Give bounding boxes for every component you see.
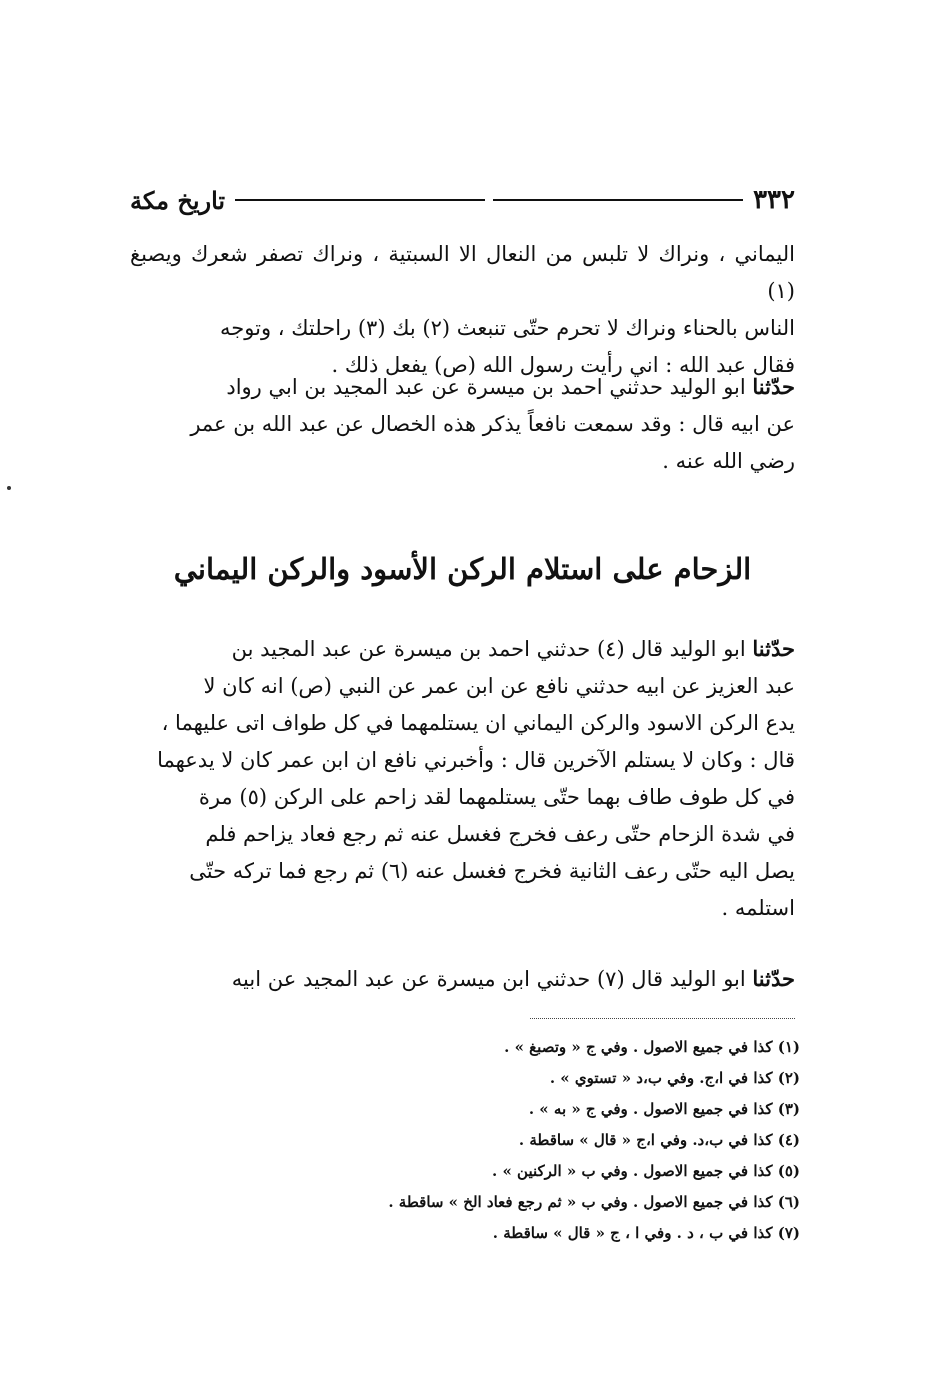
header-rule <box>235 199 485 201</box>
text-line: يدع الركن الاسود والركن اليماني ان يستلمهما في كل طواف اتى عليهما ، <box>161 711 795 735</box>
footnote: (١) كذا في جميع الاصول . وفي ج « وتصبغ » . <box>504 1038 800 1056</box>
text-line: يصل اليه حتّى رعف الثانية فخرج فغسل عنه (٦) ثم رجع فما تركه حتّى <box>189 859 795 883</box>
text-line: قال : وكان لا يستلم الآخرين قال : وأخبرني نافع ان ابن عمر كان لا يدعهما <box>157 748 795 772</box>
text-line: في كل طوف طاف بهما حتّى يستلمهما لقد زاحم على الركن (٥) مرة <box>198 785 795 809</box>
text-line: فقال عبد الله : اني رأيت رسول الله (ص) يفعل ذلك . <box>331 353 795 377</box>
paragraph-1 <box>130 236 795 384</box>
text-line <box>130 960 795 998</box>
footnote: (٤) كذا في ب،د. وفي ا،ج « قال » ساقطة . <box>518 1131 800 1149</box>
text-line: في شدة الزحام حتّى رعف فخرج فغسل عنه ثم رجع فعاد يزاحم فلم <box>205 822 795 846</box>
header-rule <box>493 199 743 201</box>
scan-speck <box>7 486 11 490</box>
text-line <box>130 368 795 406</box>
paragraph-2 <box>130 368 795 480</box>
page-header <box>130 180 795 220</box>
text-line: اليماني ، ونراك لا تلبس من النعال الا السبتية ، ونراك تصفر شعرك ويصبغ (١) <box>130 242 795 303</box>
hadith-lead: حدّثنا <box>752 966 795 991</box>
paragraph-4 <box>130 960 795 998</box>
line-rest: ابو الوليد قال (٧) حدثني ابن ميسرة عن عبد المجيد عن ابيه <box>231 967 753 991</box>
footnote: (٥) كذا في جميع الاصول . وفي ب « الركنين » . <box>492 1162 800 1180</box>
line-rest: ابو الوليد حدثني احمد بن ميسرة عن عبد المجيد بن ابي رواد <box>226 375 753 399</box>
page-number: ٣٣٢ <box>753 185 795 215</box>
section-heading: الزحام على استلام الركن الأسود والركن اليماني <box>173 552 752 586</box>
text-line: استلمه . <box>721 896 795 920</box>
text-line: الناس بالحناء ونراك لا تحرم حتّى تنبعث (٢) بك (٣) راحلتك ، وتوجه <box>220 316 795 340</box>
text-line: عبد العزيز عن ابيه حدثني نافع عن ابن عمر عن النبي (ص) انه كان لا <box>203 674 795 698</box>
hadith-lead: حدّثنا <box>752 636 795 661</box>
footnote: (٣) كذا في جميع الاصول . وفي ج « به » . <box>528 1100 800 1118</box>
text-line <box>130 630 795 668</box>
line-rest: ابو الوليد قال (٤) حدثني احمد بن ميسرة عن عبد المجيد بن <box>231 637 753 661</box>
footnote: (٧) كذا في ب ، د . وفي ا ، ج « قال » ساقطة . <box>492 1224 800 1242</box>
footnote-separator <box>530 1018 795 1019</box>
text-line: عن ابيه قال : وقد سمعت نافعاً يذكر هذه الخصال عن عبد الله بن عمر <box>190 412 795 436</box>
hadith-lead: حدّثنا <box>752 374 795 399</box>
footnote: (٦) كذا في جميع الاصول . وفي ب « ثم رجع فعاد الخ » ساقطة . <box>388 1193 800 1211</box>
paragraph-3 <box>130 630 795 927</box>
running-title: تاريخ مكة <box>130 185 226 215</box>
text-line: رضي الله عنه . <box>662 449 795 473</box>
footnote: (٢) كذا في ا،ج. وفي ب،د « تستوي » . <box>549 1069 800 1087</box>
footnotes <box>300 1032 800 1249</box>
